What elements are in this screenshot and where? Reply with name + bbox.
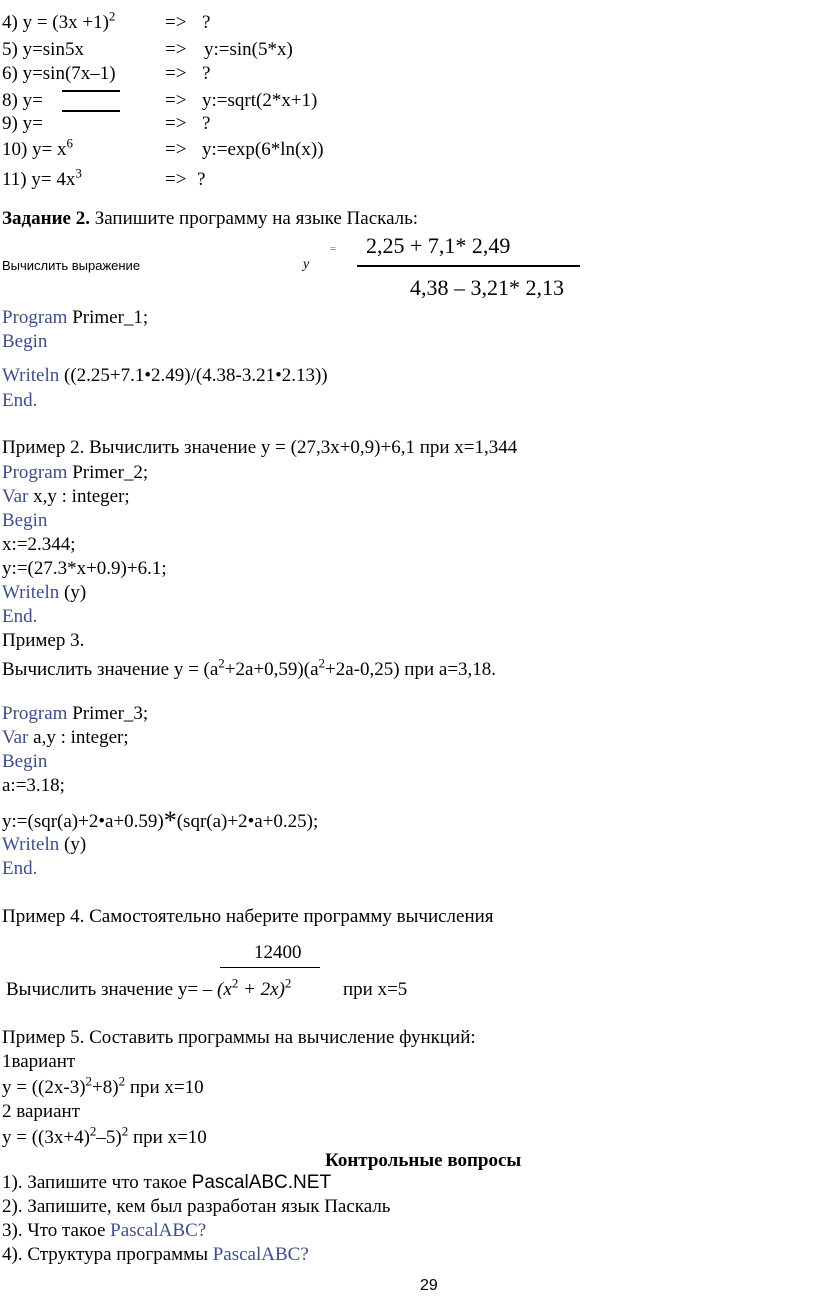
code-line: Program Primer_1; bbox=[2, 307, 149, 328]
arrow: => bbox=[165, 169, 187, 190]
arrow: => bbox=[165, 12, 187, 33]
page-number: 29 bbox=[420, 1277, 438, 1294]
code-line: Var a,y : integer; bbox=[2, 727, 129, 748]
task2-heading: Задание 2. Запишите программу на языке Паскаль: bbox=[2, 208, 419, 229]
example3-desc: Вычислить значение $у = (а^2+2а+0,59)(а^2+2а-0,25)$ при а=3,18. bbox=[2, 655, 497, 680]
fraction-denominator: 4,38 – 3,21* 2,13 bbox=[410, 275, 564, 300]
control-question: 3). Что такое PascalABC? bbox=[2, 1220, 207, 1241]
example5-title: Пример 5. Составить программы на вычисление функций: bbox=[2, 1027, 476, 1048]
control-question: 1). Запишите что такое PascalABC.NET bbox=[2, 1172, 332, 1193]
conversion-result: ? bbox=[197, 169, 206, 190]
code-line: Writeln (y) bbox=[2, 834, 87, 855]
code-line: y:=(27.3*x+0.9)+6.1; bbox=[2, 558, 167, 579]
example4-condition: при х=5 bbox=[343, 979, 408, 1000]
code-line: a:=3.18; bbox=[2, 775, 65, 796]
example2-title: Пример 2. Вычислить значение у = (27,3х+0,9)+6,1 при х=1,344 bbox=[2, 437, 518, 458]
control-heading: Контрольные вопросы bbox=[325, 1150, 522, 1171]
variant2-formula: $у = ((3х+4)^2-5)^2$ при х=10 bbox=[2, 1123, 207, 1148]
conversion-row: 5) y=sin5x bbox=[2, 39, 84, 60]
code-line: Begin bbox=[2, 331, 48, 352]
conversion-row: 6) y=sin(7x–1) bbox=[2, 63, 116, 84]
variant1-label: 1вариант bbox=[2, 1051, 76, 1072]
example4-title: Пример 4. Самостоятельно наберите программу вычисления bbox=[2, 906, 494, 927]
control-question: 2). Запишите, кем был разработан язык Паскаль bbox=[2, 1196, 391, 1217]
conversion-row: 9) y= bbox=[2, 113, 43, 134]
code-line: Writeln ((2.25+7.1•2.49)/(4.38-3.21•2.13)) bbox=[2, 365, 328, 386]
conversion-row: 10) $y= x^6$ bbox=[2, 135, 74, 160]
variant1-formula: $у = ((2х-3)^2+8)^2$ при х=10 bbox=[2, 1073, 204, 1098]
code-line: x:=2.344; bbox=[2, 534, 76, 555]
code-line: Program Primer_2; bbox=[2, 462, 149, 483]
code-line: End. bbox=[2, 606, 38, 627]
control-question: 4). Структура программы PascalABC? bbox=[2, 1244, 309, 1265]
code-line: Program Primer_3; bbox=[2, 703, 149, 724]
equals-sign: = bbox=[330, 243, 337, 255]
code-line: End. bbox=[2, 390, 38, 411]
conversion-result: ? bbox=[202, 63, 211, 84]
code-line: Begin bbox=[2, 751, 48, 772]
code-line: Begin bbox=[2, 510, 48, 531]
arrow: => bbox=[165, 39, 187, 60]
conversion-row: 4) $y = (3x +1)^2$ bbox=[2, 8, 116, 33]
code-line: Writeln (y) bbox=[2, 582, 87, 603]
y-var: y bbox=[303, 257, 310, 272]
fraction-bar bbox=[220, 967, 320, 968]
code-line: End. bbox=[2, 858, 38, 879]
fraction-numerator: 2,25 + 7,1* 2,49 bbox=[366, 233, 511, 258]
conversion-result: ? bbox=[202, 113, 211, 134]
conversion-row: 11) $y= 4x^3$ bbox=[2, 165, 82, 190]
arrow: => bbox=[165, 63, 187, 84]
fraction-bar bbox=[357, 265, 580, 267]
code-line: Var x,y : integer; bbox=[2, 486, 130, 507]
example3-title: Пример 3. bbox=[2, 630, 85, 651]
calc-label: Вычислить выражение bbox=[2, 258, 141, 273]
code-line: y:=(sqr(a)+2•a+0.59)*(sqr(a)+2•a+0.25); bbox=[2, 806, 319, 835]
conversion-result: ? bbox=[202, 12, 211, 33]
conversion-result: y:=exp(6*ln(x)) bbox=[202, 139, 324, 160]
conversion-result: y:=sqrt(2*x+1) bbox=[202, 90, 318, 111]
conversion-result: y:=sin(5*x) bbox=[204, 39, 293, 60]
example4-formula: Вычислить значение $у= - (x^2 + 2x)^2$ bbox=[6, 975, 292, 1000]
sqrt-bar bbox=[62, 90, 120, 92]
arrow: => bbox=[165, 90, 187, 111]
sqrt-bar bbox=[62, 110, 120, 112]
arrow: => bbox=[165, 139, 187, 160]
arrow: => bbox=[165, 113, 187, 134]
fraction-numerator: 12400 bbox=[254, 942, 302, 963]
conversion-row: 8) y= bbox=[2, 90, 43, 111]
variant2-label: 2 вариант bbox=[2, 1101, 80, 1122]
